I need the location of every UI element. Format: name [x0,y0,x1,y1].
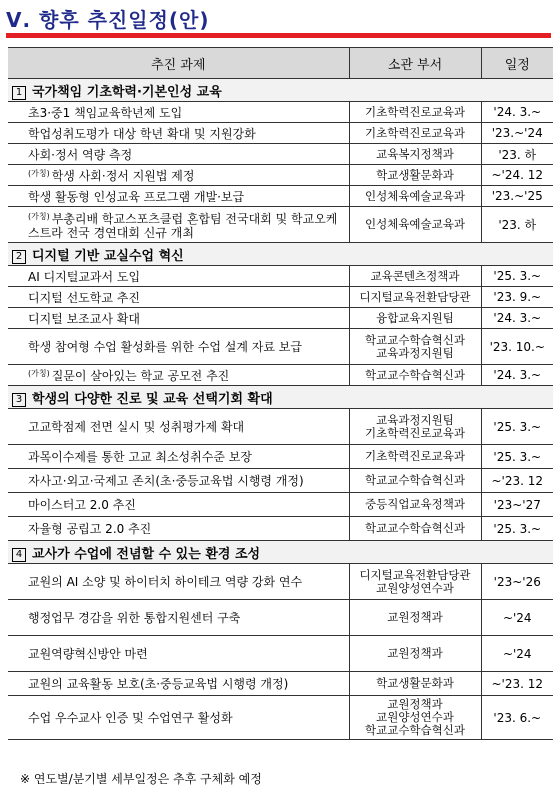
task-text: 자율형 공립고 2.0 추진 [28,522,152,536]
date-cell: '23~'27 [481,493,553,517]
section-row [8,243,553,266]
dept-cell [349,517,481,541]
dept-cell [349,696,481,740]
task-cell [8,186,349,207]
section-title-cell [8,243,553,266]
tentative-prefix: (가칭) [28,368,50,378]
dept-name: 학교교수학습혁신과 [365,332,465,347]
task-text: 학생 사회·정서 지원법 제정 [51,168,195,183]
footnote: ※ 연도별/분기별 세부일정은 추후 구체화 예정 [20,772,262,786]
task-cell [8,696,349,740]
dept-cell [349,365,481,386]
task-text: 자사고·외고·국제고 존치(초·중등교육법 시행령 개정) [28,474,304,488]
task-cell [8,469,349,493]
dept-cell [349,636,481,672]
date-cell: '23. 6.~ [481,696,553,740]
dept-name: 중등직업교육정책과 [365,497,465,511]
schedule-table [8,47,553,740]
task-cell [8,600,349,636]
table-row [8,165,553,186]
dept-cell [349,493,481,517]
date-cell: '25. 3.~ [481,266,553,287]
task-text: 마이스터고 2.0 추진 [28,498,136,512]
tentative-prefix: (가칭) [28,168,50,178]
task-cell [8,266,349,287]
table-row [8,636,553,672]
date-cell: ~'23. 12 [481,469,553,493]
dept-cell [349,600,481,636]
section-title: 학생의 다양한 진로 및 교육 선택기회 확대 [32,391,273,407]
section-row [8,386,553,409]
task-cell [8,636,349,672]
task-cell [8,493,349,517]
dept-name: 교육복지정책과 [376,146,454,161]
table-row [8,186,553,207]
dept-name: 인성체육예술교육과 [365,188,465,203]
task-cell [8,207,349,243]
date-cell: '25. 3.~ [481,517,553,541]
dept-name: 교육과정지원팀 [376,345,454,360]
table-row [8,600,553,636]
dept-cell [349,287,481,308]
dept-name: 인성체육예술교육과 [365,217,465,231]
dept-name: 학교생활문화과 [376,676,454,690]
table-row [8,123,553,144]
dept-cell [349,102,481,123]
task-cell [8,165,349,186]
section-title: 국가책임 기초학력·기본인성 교육 [32,84,222,100]
task-text: 부총리배 학교스포츠클럽 혼합팀 전국대회 및 학교오케스트라 전국 경연대회 신규 개최 [28,211,338,240]
table-row [8,144,553,165]
table-row [8,517,553,541]
table-row [8,696,553,740]
task-text: 교원의 AI 소양 및 하이터치 하이테크 역량 강화 연수 [28,575,303,589]
header-dept: 소관 부서 [349,48,481,79]
task-cell [8,287,349,308]
date-cell: '23. 하 [481,207,553,243]
date-cell: '23.~'24 [481,123,553,144]
dept-name: 교원정책과 [387,697,443,711]
task-cell [8,672,349,696]
dept-cell [349,672,481,696]
task-cell [8,329,349,365]
section-number: 4 [12,548,26,562]
table-row [8,469,553,493]
title-underline [6,33,551,38]
dept-name: 기초학력진로교육과 [365,449,465,463]
date-cell: '23. 10.~ [481,329,553,365]
table-row [8,493,553,517]
task-cell [8,308,349,329]
task-text: 디지털 보조교사 확대 [28,311,140,326]
dept-name: 교육과정지원팀 [376,412,454,427]
task-cell [8,564,349,600]
dept-name: 학교교수학습혁신과 [365,367,465,382]
date-cell: ~'24 [481,636,553,672]
section-row [8,79,553,102]
task-text: 과목이수제를 통한 고교 최소성취수준 보장 [28,450,252,464]
task-text: 교원역량혁신방안 마련 [28,647,148,661]
table-row [8,102,553,123]
date-cell: '25. 3.~ [481,445,553,469]
dept-cell [349,329,481,365]
section-number: 2 [12,250,26,264]
task-cell [8,123,349,144]
dept-name: 융합교육지원팀 [376,310,454,325]
task-cell [8,409,349,445]
date-cell: ~'24 [481,600,553,636]
dept-cell [349,469,481,493]
date-cell: '23.~'25 [481,186,553,207]
task-text: 초3·중1 책임교육학년제 도입 [28,105,183,120]
dept-cell [349,144,481,165]
page-title: Ⅴ. 향후 추진일정(안) [6,8,210,32]
dept-cell [349,186,481,207]
dept-name: 디지털교육전환담당관 [359,289,471,304]
dept-cell [349,308,481,329]
table-row [8,207,553,243]
section-title: 교사가 수업에 전념할 수 있는 환경 조성 [32,546,261,562]
task-cell [8,517,349,541]
header-date: 일정 [481,48,553,79]
dept-name: 학교생활문화과 [376,167,454,182]
task-text: 디지털 선도학교 추진 [28,290,140,305]
dept-cell [349,409,481,445]
table-row [8,329,553,365]
date-cell: '24. 3.~ [481,102,553,123]
date-cell: '24. 3.~ [481,365,553,386]
table-row [8,672,553,696]
dept-name: 교원정책과 [387,646,443,660]
task-cell [8,144,349,165]
section-number: 1 [12,86,26,100]
date-cell: ~'24. 12 [481,165,553,186]
table-row [8,445,553,469]
dept-cell [349,123,481,144]
task-cell [8,102,349,123]
table-row [8,564,553,600]
section-title-cell [8,79,553,102]
date-cell: '23~'26 [481,564,553,600]
table-header-row [8,48,553,79]
date-cell: '23. 하 [481,144,553,165]
date-cell: '25. 3.~ [481,409,553,445]
table-row [8,266,553,287]
dept-cell [349,445,481,469]
task-text: 고교학점제 전면 실시 및 성취평가제 확대 [28,420,245,434]
date-cell: '23. 9.~ [481,287,553,308]
task-text: 행정업무 경감을 위한 통합지원센터 구축 [28,611,241,625]
section-title: 디지털 기반 교실수업 혁신 [32,248,184,264]
dept-name: 기초학력진로교육과 [365,104,465,119]
section-title-cell [8,386,553,409]
task-text: 학생 참여형 수업 활성화를 위한 수업 설계 자료 보급 [28,340,302,354]
dept-name: 교원정책과 [387,610,443,624]
dept-name: 기초학력진로교육과 [365,125,465,140]
task-text: AI 디지털교과서 도입 [28,269,141,284]
task-text: 학업성취도평가 대상 학년 확대 및 지원강화 [28,126,256,141]
section-row [8,541,553,564]
table-row [8,409,553,445]
table-row [8,365,553,386]
section-title-cell [8,541,553,564]
task-cell [8,445,349,469]
dept-name: 디지털교육전환담당관 [359,567,471,582]
table-row [8,308,553,329]
date-cell: ~'23. 12 [481,672,553,696]
task-cell [8,365,349,386]
dept-name: 교원양성연수과 [376,580,454,595]
dept-name: 학교교수학습혁신과 [365,473,465,487]
dept-cell [349,207,481,243]
header-task: 추진 과제 [8,48,349,79]
dept-name: 학교교수학습혁신과 [365,521,465,535]
dept-cell [349,165,481,186]
tentative-prefix: (가칭) [28,211,50,221]
task-text: 교원의 교육활동 보호(초·중등교육법 시행령 개정) [28,677,289,691]
dept-name: 학교교수학습혁신과 [365,723,465,737]
dept-name: 교원양성연수과 [376,710,454,724]
dept-name: 기초학력진로교육과 [365,425,465,440]
date-cell: '24. 3.~ [481,308,553,329]
task-text: 질문이 살아있는 학교 공모전 추진 [51,368,230,383]
task-text: 사회·정서 역량 측정 [28,147,133,162]
dept-cell [349,266,481,287]
dept-name: 교육콘텐츠정책과 [370,268,460,283]
task-text: 수업 우수교사 인증 및 수업연구 활성화 [28,711,233,725]
task-text: 학생 활동형 인성교육 프로그램 개발·보급 [28,189,245,204]
section-number: 3 [12,393,26,407]
table-row [8,287,553,308]
dept-cell [349,564,481,600]
